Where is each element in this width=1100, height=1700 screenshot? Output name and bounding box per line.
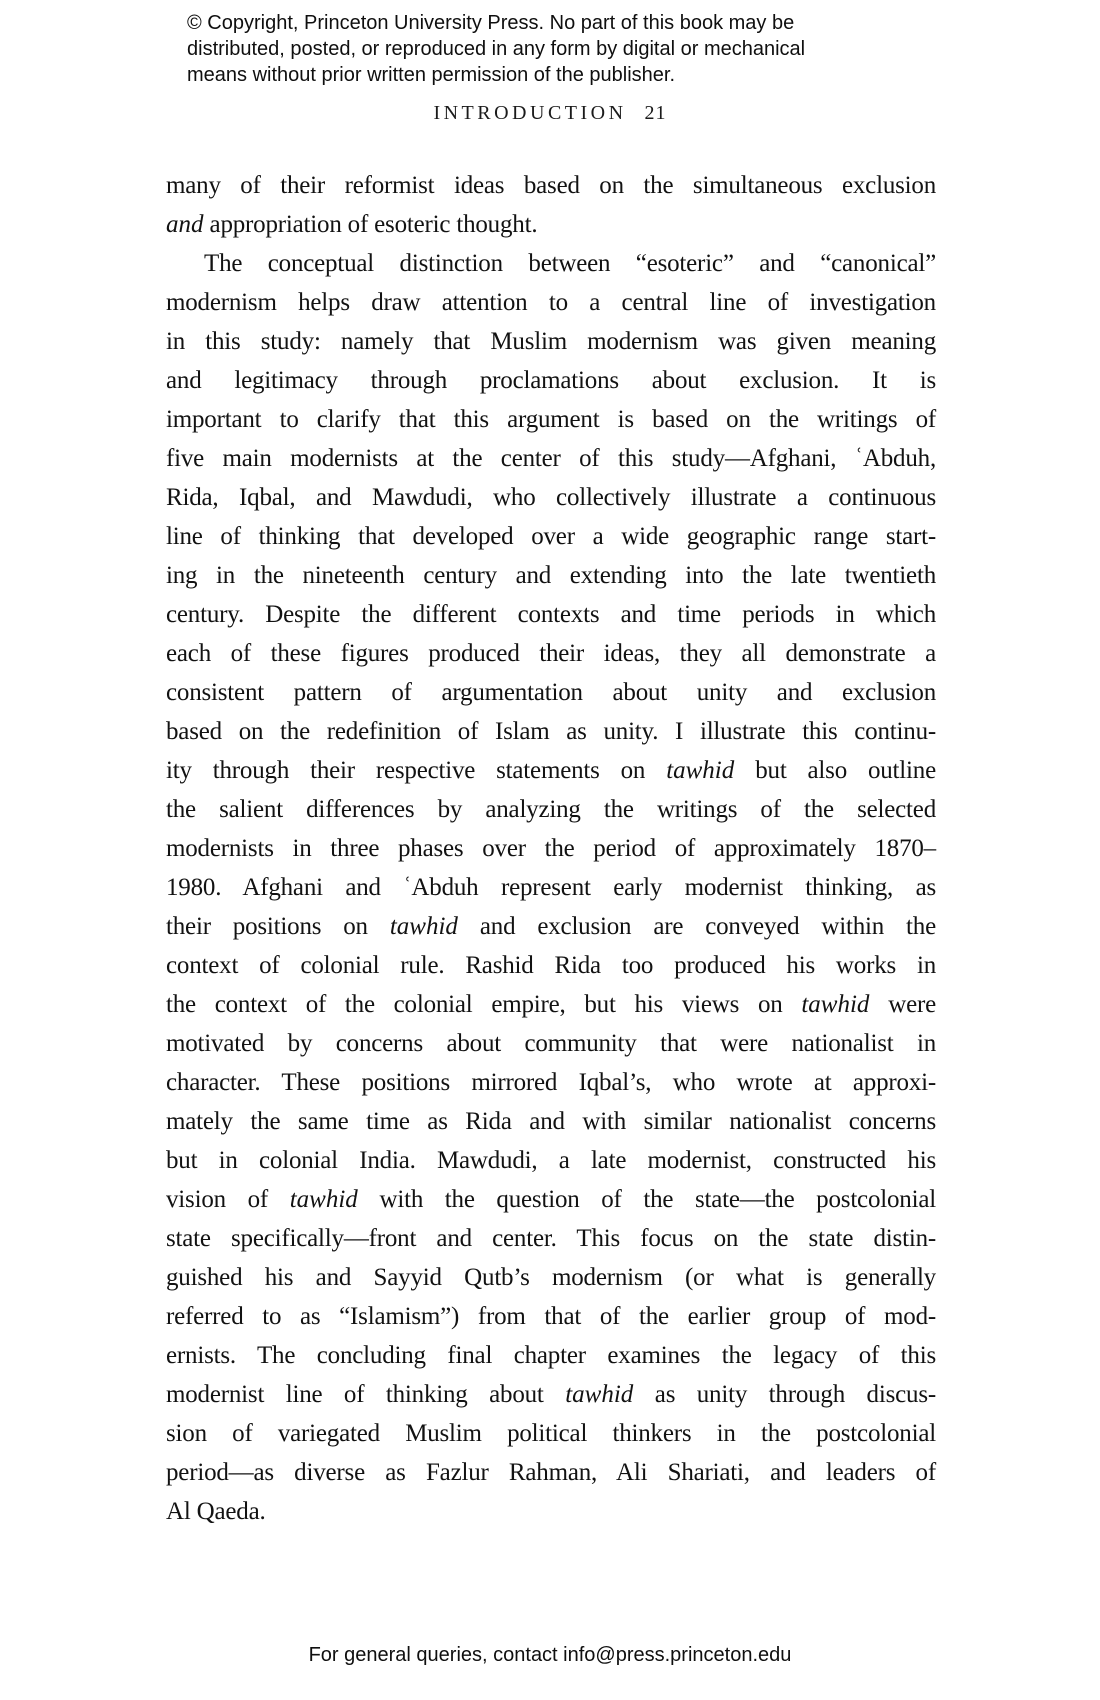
text-line: and legitimacy through proclamations about exclusion. It is xyxy=(166,367,936,394)
text-line: vision of tawhid with the question of the state—the postcolonial xyxy=(166,1186,936,1213)
text-line: Al Qaeda. xyxy=(166,1498,266,1525)
text-line: state specifically—front and center. This focus on the state distin- xyxy=(166,1225,936,1252)
text-line: the salient differences by analyzing the writings of the selected xyxy=(166,796,936,823)
body-text xyxy=(166,166,936,1531)
copyright-line: means without prior written permission of the publisher. xyxy=(187,64,676,86)
copyright-notice xyxy=(187,10,805,88)
running-head xyxy=(0,102,1100,125)
text-line: consistent pattern of argumentation about unity and exclusion xyxy=(166,679,936,706)
footer-contact: For general queries, contact info@press.princeton.edu xyxy=(308,1644,792,1666)
text-line: motivated by concerns about community that were nationalist in xyxy=(166,1030,936,1057)
page-number: 21 xyxy=(644,102,667,124)
text-line: based on the redefinition of Islam as unity. I illustrate this continu- xyxy=(166,718,936,745)
text-line: modernist line of thinking about tawhid as unity through discus- xyxy=(166,1381,936,1408)
text-line: five main modernists at the center of this study—Afghani, ʿAbduh, xyxy=(166,445,936,472)
text-line: each of these figures produced their ideas, they all demonstrate a xyxy=(166,640,936,667)
text-line: modernism helps draw attention to a central line of investigation xyxy=(166,289,936,316)
text-line: The conceptual distinction between “esoteric” and “canonical” xyxy=(204,250,936,277)
chapter-title: INTRODUCTION xyxy=(433,102,627,124)
copyright-line: distributed, posted, or reproduced in any form by digital or mechanical xyxy=(187,38,806,60)
text-line: mately the same time as Rida and with similar nationalist concerns xyxy=(166,1108,936,1135)
text-line: and appropriation of esoteric thought. xyxy=(166,211,538,238)
text-line: modernists in three phases over the period of approximately 1870– xyxy=(166,835,936,862)
text-line: Rida, Iqbal, and Mawdudi, who collectively illustrate a continuous xyxy=(166,484,936,511)
text-line: 1980. Afghani and ʿAbduh represent early modernist thinking, as xyxy=(166,874,936,901)
text-line: character. These positions mirrored Iqbal’s, who wrote at approxi- xyxy=(166,1069,936,1096)
text-line: ity through their respective statements on tawhid but also outline xyxy=(166,757,936,784)
text-line: sion of variegated Muslim political thinkers in the postcolonial xyxy=(166,1420,936,1447)
text-line: their positions on tawhid and exclusion are conveyed within the xyxy=(166,913,936,940)
text-line: many of their reformist ideas based on the simultaneous exclusion xyxy=(166,172,936,199)
text-line: important to clarify that this argument is based on the writings of xyxy=(166,406,936,433)
text-line: but in colonial India. Mawdudi, a late modernist, constructed his xyxy=(166,1147,936,1174)
text-line: ing in the nineteenth century and extending into the late twentieth xyxy=(166,562,936,589)
text-line: context of colonial rule. Rashid Rida too produced his works in xyxy=(166,952,936,979)
copyright-line: © Copyright, Princeton University Press. No part of this book may be xyxy=(187,12,795,34)
text-line: century. Despite the different contexts and time periods in which xyxy=(166,601,936,628)
text-line: period—as diverse as Fazlur Rahman, Ali Shariati, and leaders of xyxy=(166,1459,936,1486)
text-line: guished his and Sayyid Qutb’s modernism (or what is generally xyxy=(166,1264,936,1291)
text-line: the context of the colonial empire, but his views on tawhid were xyxy=(166,991,936,1018)
text-line: ernists. The concluding final chapter examines the legacy of this xyxy=(166,1342,936,1369)
text-line: line of thinking that developed over a wide geographic range start- xyxy=(166,523,936,550)
text-line: referred to as “Islamism”) from that of the earlier group of mod- xyxy=(166,1303,936,1330)
text-line: in this study: namely that Muslim modernism was given meaning xyxy=(166,328,936,355)
